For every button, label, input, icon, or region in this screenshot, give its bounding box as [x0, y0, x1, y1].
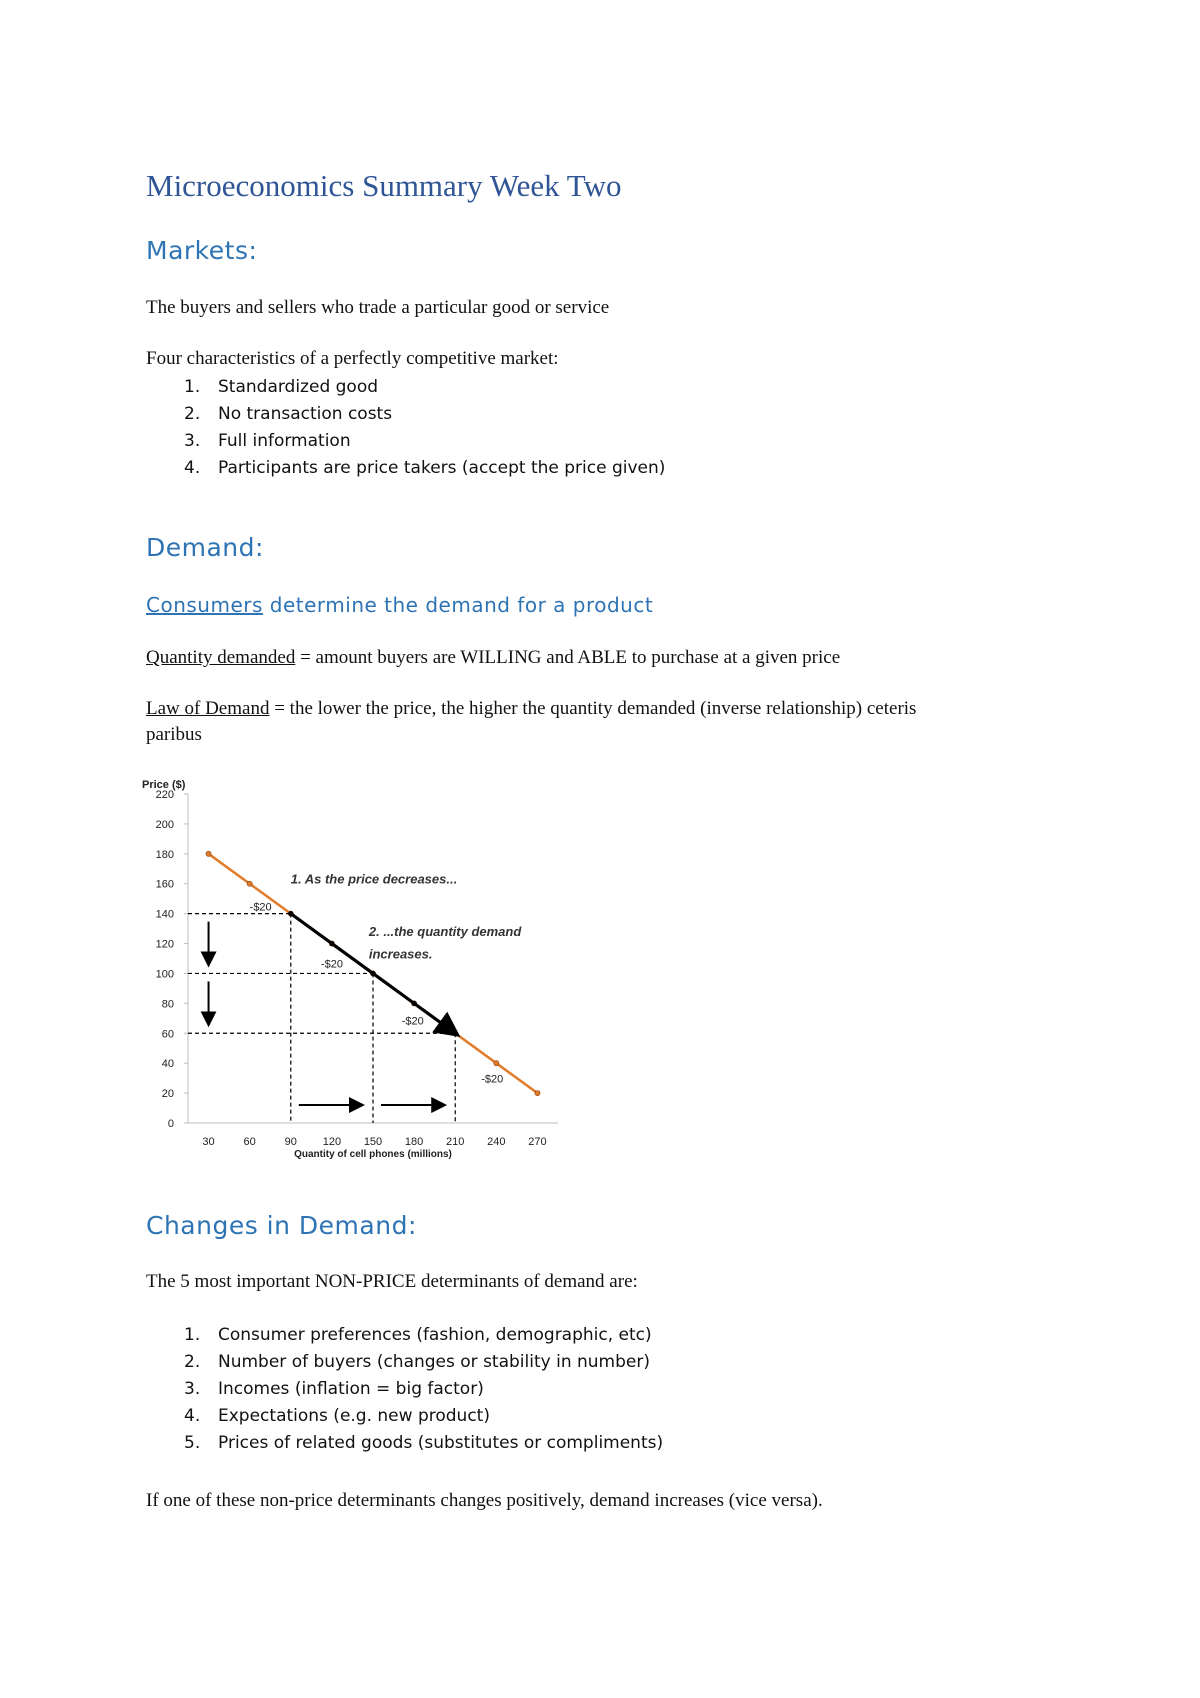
markets-heading: Markets: — [146, 236, 258, 265]
list-item: 3. Incomes (inflation = big factor) — [184, 1379, 484, 1399]
y-tick-label: 60 — [161, 1028, 174, 1041]
y-axis-label: Price ($) — [142, 779, 186, 791]
x-tick-label: 90 — [284, 1136, 297, 1148]
x-tick-label: 210 — [446, 1136, 465, 1148]
demand-chart-svg — [140, 770, 570, 1162]
characteristics-list — [146, 374, 665, 482]
determinants-list — [146, 1322, 663, 1457]
price-change-label: -$20 — [249, 901, 272, 914]
list-item: 1. Standardized good — [184, 377, 379, 397]
list-item: 2. Number of buyers (changes or stability in number) — [184, 1352, 650, 1372]
demand-point — [247, 881, 252, 886]
y-tick-label: 160 — [155, 878, 174, 891]
demand-point — [206, 851, 211, 856]
y-tick-label: 220 — [155, 789, 174, 801]
y-tick-label: 100 — [155, 968, 174, 981]
chart-annotation: 2. ...the quantity demand — [368, 924, 522, 940]
y-tick-label: 0 — [167, 1118, 174, 1130]
y-tick-label: 40 — [161, 1058, 174, 1071]
determinants-intro: The 5 most important NON-PRICE determinants of demand are: — [146, 1271, 638, 1292]
demand-point — [494, 1061, 499, 1066]
law-of-demand-definition: Law of Demand = the lower the price, the higher the quantity demanded (inverse relationship) ceteris — [146, 698, 917, 719]
demand-chart — [140, 770, 570, 1162]
page-title: Microeconomics Summary Week Two — [146, 168, 622, 203]
highlighted-demand-point — [329, 941, 334, 946]
price-change-label: -$20 — [320, 958, 343, 971]
list-item: 4. Participants are price takers (accept the price given) — [184, 458, 666, 478]
y-tick-label: 200 — [155, 818, 174, 831]
x-tick-label: 240 — [487, 1136, 506, 1148]
highlighted-demand-point — [412, 1001, 417, 1006]
y-tick-label: 180 — [155, 848, 174, 861]
demand-point — [535, 1090, 540, 1095]
x-tick-label: 60 — [243, 1136, 256, 1148]
determinants-conclusion: If one of these non-price determinants changes positively, demand increases (vice versa). — [146, 1490, 823, 1511]
demand-subheading: Consumers determine the demand for a product — [146, 593, 654, 617]
y-tick-label: 80 — [161, 998, 174, 1011]
list-item: 3. Full information — [184, 431, 351, 451]
x-tick-label: 270 — [528, 1136, 547, 1148]
x-tick-label: 150 — [363, 1136, 383, 1148]
consumers-term: Consumers — [146, 593, 263, 617]
x-tick-label: 120 — [322, 1136, 342, 1148]
x-tick-label: 30 — [202, 1136, 215, 1148]
y-tick-label: 120 — [155, 938, 174, 951]
quantity-demanded-term: Quantity demanded — [146, 647, 296, 668]
highlighted-demand-point — [370, 971, 375, 976]
price-change-label: -$20 — [401, 1015, 424, 1028]
chart-annotation: 1. As the price decreases... — [290, 871, 458, 887]
list-item: 1. Consumer preferences (fashion, demographic, etc) — [184, 1325, 652, 1345]
law-of-demand-continued: paribus — [146, 724, 202, 745]
highlighted-demand-point — [288, 911, 293, 916]
law-of-demand-term: Law of Demand — [146, 698, 270, 719]
list-item: 4. Expectations (e.g. new product) — [184, 1406, 490, 1426]
demand-heading: Demand: — [146, 533, 264, 562]
list-item: 5. Prices of related goods (substitutes or compliments) — [184, 1433, 664, 1453]
list-item: 2. No transaction costs — [184, 404, 393, 424]
characteristics-intro: Four characteristics of a perfectly competitive market: — [146, 348, 559, 369]
quantity-demanded-definition: Quantity demanded = amount buyers are WILLING and ABLE to purchase at a given price — [146, 647, 841, 668]
price-change-label: -$20 — [481, 1073, 504, 1086]
markets-definition: The buyers and sellers who trade a particular good or service — [146, 297, 610, 318]
highlighted-demand-point — [453, 1031, 458, 1036]
changes-heading: Changes in Demand: — [146, 1211, 417, 1240]
y-tick-label: 20 — [161, 1088, 174, 1101]
x-axis-label: Quantity of cell phones (millions) — [294, 1149, 452, 1160]
x-tick-label: 180 — [404, 1136, 424, 1148]
chart-annotation: increases. — [368, 946, 433, 962]
y-tick-label: 140 — [155, 908, 174, 921]
